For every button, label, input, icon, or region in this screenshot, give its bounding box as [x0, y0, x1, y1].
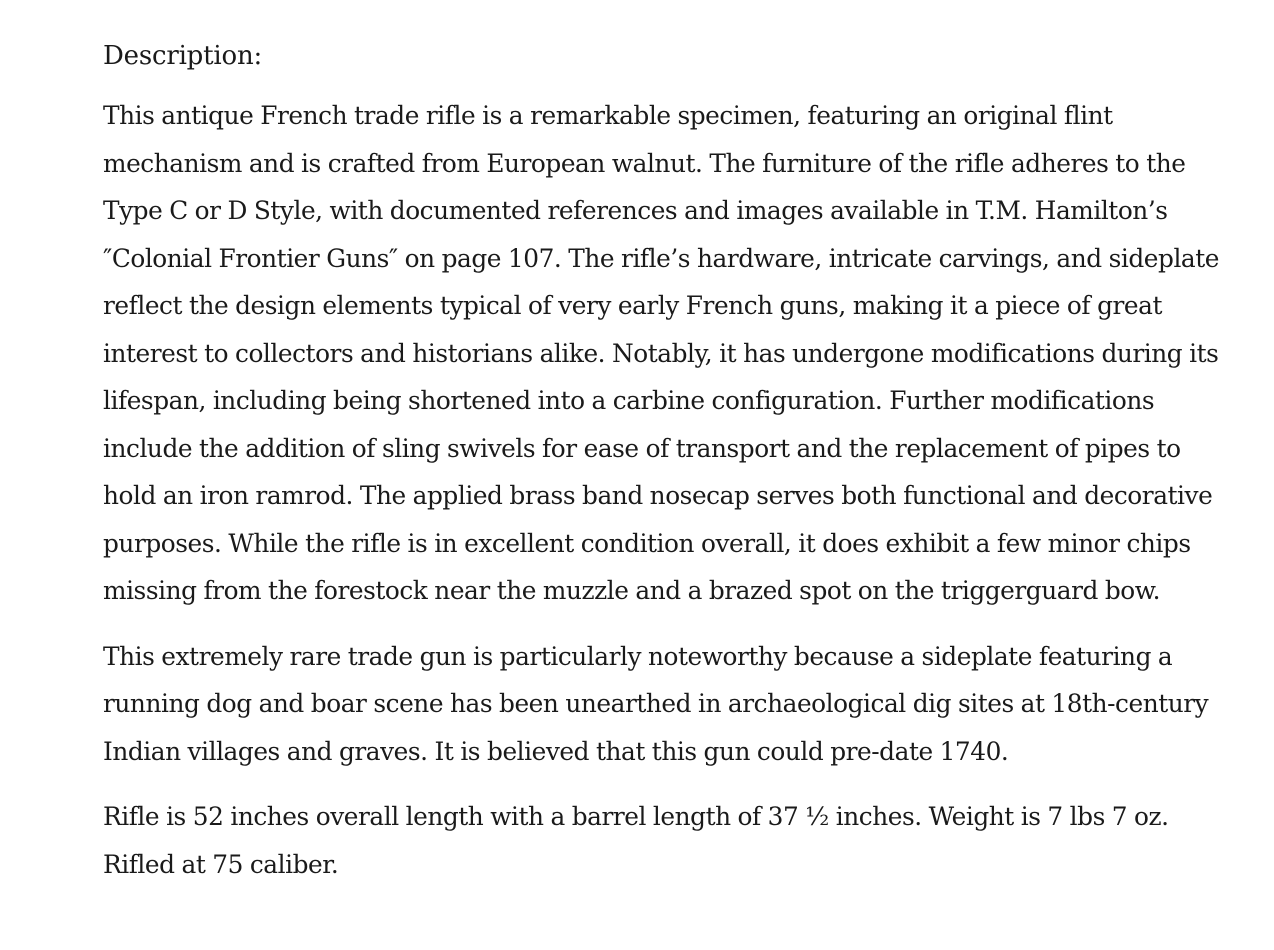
- description-heading: Description:: [103, 41, 263, 71]
- description-paragraph-rarity: This extremely rare trade gun is particularly noteworthy because a sideplate featuring a running dog and boar scene has been unearthed in archaeological dig sites at 18th-century Indian villages and graves. It is believed that this gun could pre-date 1740.: [103, 641, 1209, 766]
- description-paragraph-history: This antique French trade rifle is a remarkable specimen, featuring an original flint mechanism and is crafted from European walnut. The furniture of the rifle adheres to the Type C or D Style, with documented references and images available in T.M. Hamilton’s ″Colonial Frontier Guns″ on page 107. The rifle’s hardware, intricate carvings, and sideplate reflect the design elements typical of very early French guns, making it a piece of great interest to collectors and historians alike. Notably, it has undergone modifications during its lifespan, including being shortened into a carbine configuration. Further modifications include the addition of sling swivels for ease of transport and the replacement of pipes to hold an iron ramrod. The applied brass band nosecap serves both functional and decorative purposes. While the rifle is in excellent condition overall, it does exhibit a few minor chips missing from the forestock near the muzzle and a brazed spot on the triggerguard bow.: [103, 101, 1220, 605]
- description-paragraph-specs: Rifle is 52 inches overall length with a barrel length of 37 ½ inches. Weight is 7 lbs 7 oz. Rifled at 75 caliber.: [103, 802, 1169, 879]
- product-description: [103, 38, 1223, 906]
